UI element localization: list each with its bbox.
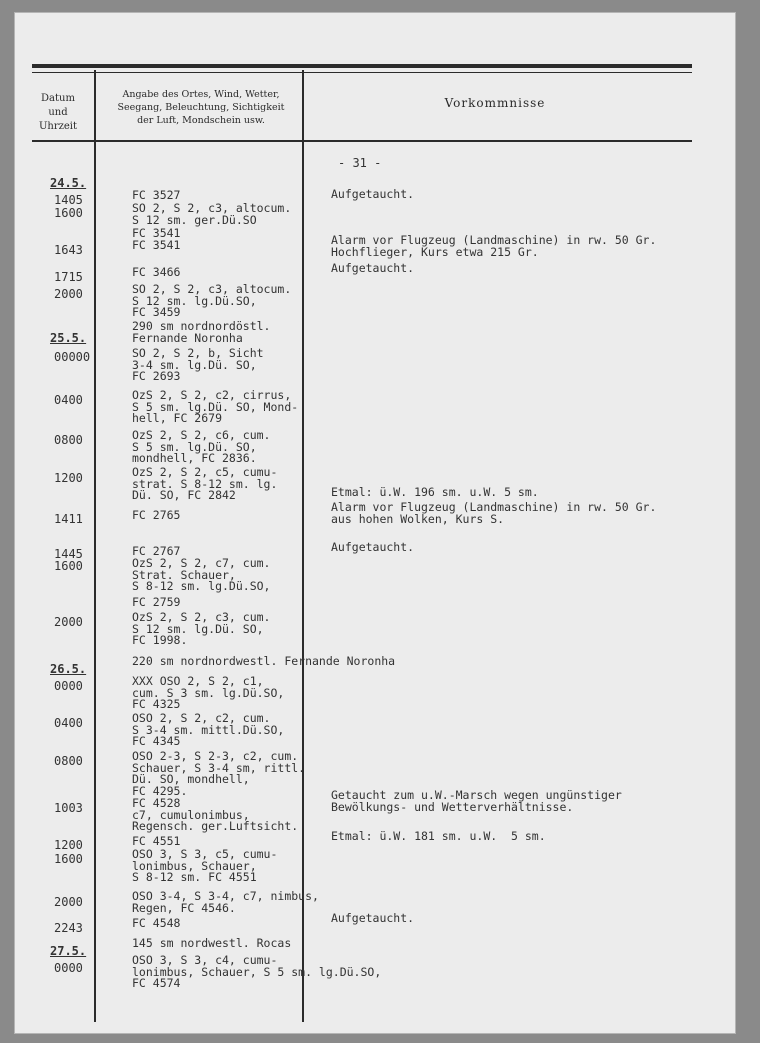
conditions-entry: FC 3541	[132, 238, 181, 252]
conditions-entry: OSO 3, S 3, c5, cumu- lonimbus, Schauer, S 8-12 sm. FC 4551	[132, 847, 278, 884]
time-entry: 2000	[54, 287, 83, 301]
event-entry: Aufgetaucht.	[331, 187, 415, 201]
event-entry: Alarm vor Flugzeug (Landmaschine) in rw. 50 Gr. aus hohen Wolken, Kurs S.	[331, 500, 657, 526]
event-entry: Alarm vor Flugzeug (Landmaschine) in rw. 50 Gr. Hochflieger, Kurs etwa 215 Gr.	[331, 233, 657, 259]
column-divider-2	[302, 70, 304, 1022]
time-entry: 1200	[54, 471, 83, 485]
time-entry: 0400	[54, 716, 83, 730]
conditions-entry: FC 3541	[132, 226, 181, 240]
conditions-entry: OzS 2, S 2, c3, cum. S 12 sm. lg.Dü. SO, FC 1998.	[132, 610, 271, 647]
conditions-entry: OSO 3-4, S 3-4, c7, nimbus, Regen, FC 4546.	[132, 889, 319, 915]
time-entry: 0000	[54, 961, 83, 975]
conditions-entry: FC 2759	[132, 595, 181, 609]
header-angabe-line: Angabe des Ortes, Wind, Wetter,	[122, 89, 280, 100]
conditions-entry: OSO 2, S 2, c2, cum. S 3-4 sm. mittl.Dü.SO, FC 4345	[132, 711, 285, 748]
conditions-entry: OzS 2, S 2, c7, cum. Strat. Schauer, S 8-12 sm. lg.Dü.SO,	[132, 556, 271, 593]
time-entry: 1411	[54, 512, 83, 526]
conditions-entry: OzS 2, S 2, c5, cumu- strat. S 8-12 sm. lg. Dü. SO, FC 2842	[132, 465, 278, 502]
conditions-entry: OSO 2-3, S 2-3, c2, cum. Schauer, S 3-4 sm, rittl. Dü. SO, mondhell, FC 4295.	[132, 749, 306, 798]
conditions-entry: FC 4528 c7, cumulonimbus, Regensch. ger.Luftsicht.	[132, 796, 299, 833]
time-entry: 00000	[54, 350, 91, 364]
conditions-entry: FC 2765	[132, 508, 181, 522]
header-datum-line: Uhrzeit	[38, 121, 78, 132]
time-entry: 0000	[54, 679, 83, 693]
conditions-entry: OSO 3, S 3, c4, cumu- lonimbus, Schauer, S 5 sm. lg.Dü.SO, FC 4574	[132, 953, 382, 990]
header-datum-line: Datum	[41, 93, 75, 104]
time-entry: 1445	[54, 547, 83, 561]
date-entry: 25.5.	[50, 331, 87, 345]
event-entry: Aufgetaucht.	[331, 911, 415, 925]
conditions-entry: 145 sm nordwestl. Rocas	[132, 936, 292, 950]
time-entry: 1643	[54, 243, 83, 257]
header-angabe-line: Seegang, Beleuchtung, Sichtigkeit	[117, 102, 285, 113]
conditions-entry: 220 sm nordnordwestl. Fernande Noronha	[132, 654, 396, 668]
conditions-entry: FC 4551	[132, 834, 181, 848]
time-entry: 1003	[54, 801, 83, 815]
conditions-entry: FC 2767	[132, 544, 181, 558]
conditions-entry: SO 2, S 2, c3, altocum. S 12 sm. lg.Dü.SO, FC 3459	[132, 282, 292, 319]
top-rule-thin	[32, 72, 692, 73]
header-angabe-line: der Luft, Mondschein usw.	[137, 115, 265, 126]
header-datum-line: und	[48, 107, 68, 118]
event-entry: Etmal: ü.W. 196 sm. u.W. 5 sm.	[331, 485, 539, 499]
conditions-entry: OzS 2, S 2, c6, cum. S 5 sm. lg.Dü. SO, mondhell, FC 2836.	[132, 428, 271, 465]
time-entry: 2243	[54, 921, 83, 935]
time-entry: 1200	[54, 838, 83, 852]
header-angabe	[100, 88, 302, 127]
time-entry: 0800	[54, 433, 83, 447]
conditions-entry: OzS 2, S 2, c2, cirrus, S 5 sm. lg.Dü. SO, Mond- hell, FC 2679	[132, 388, 299, 425]
time-entry: 0800	[54, 754, 83, 768]
time-entry: 1600	[54, 206, 83, 220]
date-entry: 27.5.	[50, 944, 87, 958]
header-datum	[18, 92, 98, 134]
column-divider-1	[94, 70, 96, 1022]
conditions-entry: XXX OSO 2, S 2, c1, cum. S 3 sm. lg.Dü.SO, FC 4325	[132, 674, 285, 711]
date-entry: 24.5.	[50, 176, 87, 190]
header-bottom-rule	[32, 140, 692, 142]
page-number: - 31 -	[338, 156, 382, 170]
top-rule	[32, 64, 692, 68]
conditions-entry: FC 4548	[132, 916, 181, 930]
time-entry: 1715	[54, 270, 83, 284]
conditions-entry: SO 2, S 2, c3, altocum. S 12 sm. ger.Dü.SO	[132, 201, 292, 227]
time-entry: 1405	[54, 193, 83, 207]
event-entry: Etmal: ü.W. 181 sm. u.W. 5 sm.	[331, 829, 546, 843]
conditions-entry: 290 sm nordnordöstl. Fernande Noronha	[132, 319, 271, 345]
time-entry: 1600	[54, 559, 83, 573]
conditions-entry: FC 3527	[132, 188, 181, 202]
event-entry: Aufgetaucht.	[331, 540, 415, 554]
time-entry: 0400	[54, 393, 83, 407]
conditions-entry: SO 2, S 2, b, Sicht 3-4 sm. lg.Dü. SO, FC 2693	[132, 346, 264, 383]
event-entry: Aufgetaucht.	[331, 261, 415, 275]
time-entry: 2000	[54, 895, 83, 909]
event-entry: Getaucht zum u.W.-Marsch wegen ungünstiger Bewölkungs- und Wetterverhältnisse.	[331, 788, 622, 814]
date-entry: 26.5.	[50, 662, 87, 676]
time-entry: 2000	[54, 615, 83, 629]
conditions-entry: FC 3466	[132, 265, 181, 279]
header-vorkommnisse: Vorkommnisse	[444, 96, 546, 110]
time-entry: 1600	[54, 852, 83, 866]
